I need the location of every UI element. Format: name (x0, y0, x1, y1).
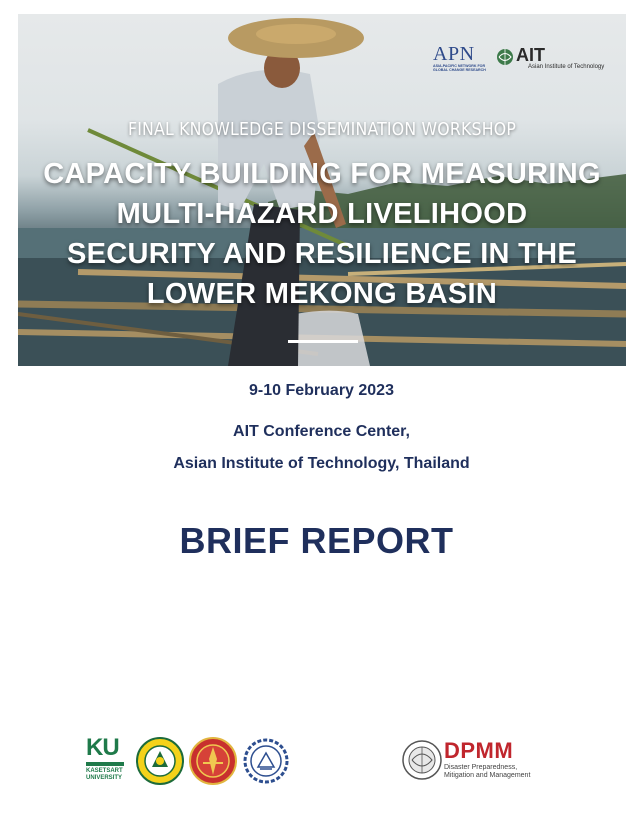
dpmm-logo (402, 740, 552, 786)
venue-line-2: Asian Institute of Technology, Thailand (173, 455, 470, 472)
venue-line-1: AIT Conference Center, (233, 423, 410, 440)
ait-globe-icon (496, 48, 514, 66)
partner-seal-gear-icon (242, 737, 290, 785)
dpmm-logo-subtitle (444, 764, 554, 780)
ait-logo-mark: AIT (516, 45, 545, 65)
apn-logo-subtitle: ASIA-PACIFIC NETWORK FOR GLOBAL CHANGE RESEARCH (433, 64, 486, 72)
title-divider (288, 340, 358, 343)
dpmm-subtitle-line-2: Mitigation and Management (444, 772, 531, 779)
kasetsart-university-logo (86, 736, 130, 788)
ait-logo (496, 46, 606, 76)
event-date: 9-10 February 2023 (249, 382, 394, 399)
ait-logo-fullname: Asian Institute of Technology (528, 64, 605, 70)
partner-seal-red-icon (189, 737, 237, 785)
ku-logo-name-1: KASETSART (86, 768, 123, 774)
report-title: BRIEF REPORT (179, 520, 454, 561)
apn-logo-mark: APN (433, 43, 475, 65)
ku-logo-mark: KU (86, 734, 119, 761)
workshop-kicker: FINAL KNOWLEDGE DISSEMINATION WORKSHOP (127, 120, 517, 140)
ku-logo-name-2: UNIVERSITY (86, 774, 123, 781)
apn-logo (433, 44, 493, 72)
dpmm-logo-mark: DPMM (444, 738, 514, 763)
partner-seal-yellow-icon (136, 737, 184, 785)
ku-logo-bar (86, 762, 124, 766)
cover-hero-image (18, 14, 626, 366)
workshop-title: CAPACITY BUILDING FOR MEASURING MULTI-HAZARD LIVELIHOOD SECURITY AND RESILIENCE IN THE LOWER MEKONG BASIN (43, 158, 601, 310)
dpmm-emblem-icon (402, 740, 442, 780)
dpmm-subtitle-line-1: Disaster Preparedness, (444, 764, 518, 771)
hero-text-overlay (18, 14, 626, 366)
